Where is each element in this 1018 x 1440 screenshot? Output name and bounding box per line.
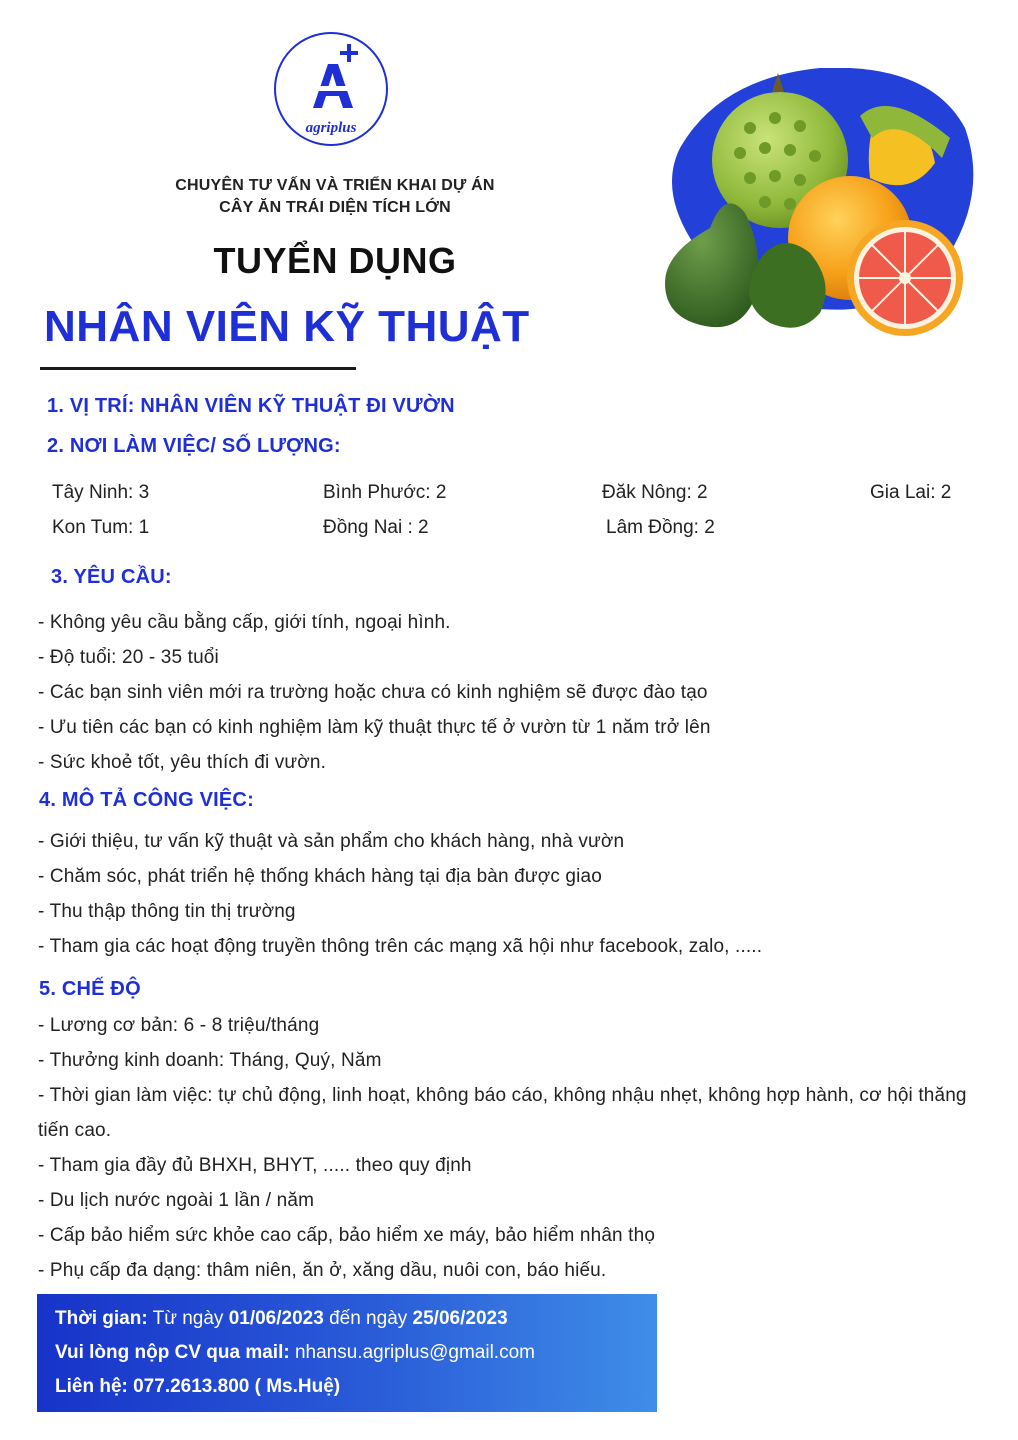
agriplus-logo — [274, 32, 388, 146]
benefit-item: - Du lịch nước ngoài 1 lần / năm — [38, 1190, 315, 1211]
tagline-line-1: CHUYÊN TƯ VẤN VÀ TRIỂN KHAI DỰ ÁN — [175, 177, 495, 194]
section-requirements-heading: 3. YÊU CẦU: — [51, 566, 172, 588]
job-title: NHÂN VIÊN KỸ THUẬT — [44, 302, 530, 351]
requirement-item: - Sức khoẻ tốt, yêu thích đi vườn. — [38, 752, 327, 773]
section-position-heading: 1. VỊ TRÍ: NHÂN VIÊN KỸ THUẬT ĐI VƯỜN — [47, 395, 455, 417]
date-from: 01/06/2023 — [228, 1308, 324, 1329]
logo-brand-text: agriplus — [305, 120, 357, 136]
requirement-item: - Các bạn sinh viên mới ra trường hoặc chưa có kinh nghiệm sẽ được đào tạo — [38, 682, 708, 703]
email-link[interactable]: nhansu.agriplus@gmail.com — [289, 1342, 535, 1363]
title-divider — [40, 367, 356, 370]
section-job-description-heading: 4. MÔ TẢ CÔNG VIỆC: — [39, 789, 254, 811]
requirement-item: - Ưu tiên các bạn có kinh nghiệm làm kỹ thuật thực tế ở vườn từ 1 năm trở lên — [38, 717, 711, 738]
benefit-item: - Cấp bảo hiểm sức khỏe cao cấp, bảo hiểm xe máy, bảo hiểm nhân thọ — [38, 1225, 656, 1246]
application-period — [55, 1308, 508, 1330]
location-item: Kon Tum: 1 — [52, 517, 150, 538]
cv-submission — [55, 1342, 535, 1364]
contact-line — [55, 1376, 340, 1398]
benefit-item: - Thưởng kinh doanh: Tháng, Quý, Năm — [38, 1050, 382, 1071]
location-item: Bình Phước: 2 — [323, 482, 447, 503]
location-item: Lâm Đồng: 2 — [606, 517, 715, 538]
contact-box — [37, 1294, 657, 1412]
benefit-item: - Tham gia đầy đủ BHXH, BHYT, ..... theo quy định — [38, 1155, 472, 1176]
job-description-item: - Tham gia các hoạt động truyền thông trên các mạng xã hội như facebook, zalo, ..... — [38, 936, 763, 957]
requirement-item: - Độ tuổi: 20 - 35 tuổi — [38, 647, 219, 668]
requirement-item: - Không yêu cầu bằng cấp, giới tính, ngoại hình. — [38, 612, 451, 633]
page-title: TUYỂN DỤNG — [213, 240, 457, 281]
location-item: Tây Ninh: 3 — [52, 482, 150, 503]
time-label: Thời gian: — [55, 1308, 148, 1329]
section-benefits-heading: 5. CHẾ ĐỘ — [39, 978, 141, 1000]
job-description-item: - Chăm sóc, phát triển hệ thống khách hàng tại địa bàn được giao — [38, 866, 602, 887]
time-from-text: Từ ngày — [147, 1308, 229, 1329]
benefit-item: - Lương cơ bản: 6 - 8 triệu/tháng — [38, 1015, 320, 1036]
job-description-item: - Giới thiệu, tư vấn kỹ thuật và sản phẩm cho khách hàng, nhà vườn — [38, 831, 625, 852]
location-item: Gia Lai: 2 — [870, 482, 952, 503]
section-location-heading: 2. NƠI LÀM VIỆC/ SỐ LƯỢNG: — [47, 435, 341, 457]
cv-label: Vui lòng nộp CV qua mail: — [55, 1342, 290, 1363]
tagline-line-2: CÂY ĂN TRÁI DIỆN TÍCH LỚN — [219, 199, 451, 216]
job-description-item: - Thu thập thông tin thị trường — [38, 901, 296, 922]
location-item: Đăk Nông: 2 — [602, 482, 708, 503]
date-to: 25/06/2023 — [412, 1308, 508, 1329]
fruit-illustration — [650, 68, 980, 338]
benefit-item: - Thời gian làm việc: tự chủ động, linh hoạt, không báo cáo, không nhậu nhẹt, không hợp hành, cơ hội thăng tiến cao. — [38, 1085, 967, 1141]
benefit-item: - Phụ cấp đa dạng: thâm niên, ăn ở, xăng dầu, nuôi con, báo hiếu. — [38, 1260, 607, 1281]
contact-phone[interactable]: Liên hệ: 077.2613.800 ( Ms.Huệ) — [55, 1376, 341, 1397]
time-to-text: đến ngày — [323, 1308, 413, 1329]
location-item: Đồng Nai : 2 — [323, 517, 429, 538]
